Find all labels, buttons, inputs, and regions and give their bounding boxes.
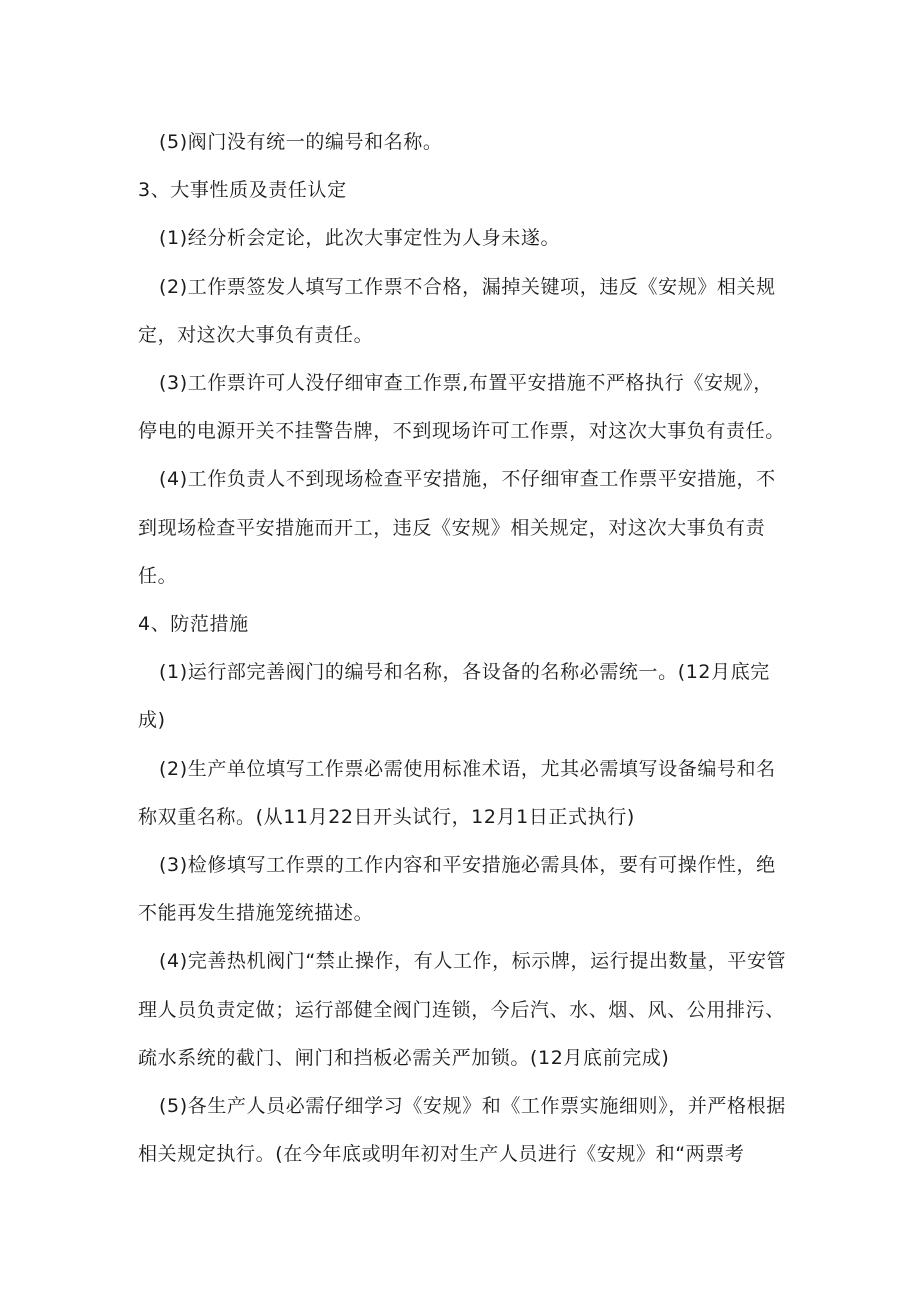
paragraph-measure-5: (5)各生产人员必需仔细学习《安规》和《工作票实施细则》，并严格根据相关规定执行。(在今年底或明年初对生产人员进行《安规》和“两票考 (138, 1095, 786, 1166)
paragraph-measure-3: (3)检修填写工作票的工作内容和平安措施必需具体，要有可操作性，绝不能再发生措施笼统描述。 (138, 854, 776, 925)
paragraph-valve-numbering: (5)阀门没有统一的编号和名称。 (159, 131, 443, 153)
paragraph-permitter-responsibility: (3)工作票许可人没仔细审查工作票,布置平安措施不严格执行《安规》，停电的电源开关不挂警告牌，不到现场许可工作票，对这次大事负有责任。 (138, 372, 785, 443)
document-body (138, 118, 788, 1178)
paragraph-measure-4: (4)完善热机阀门“禁止操作，有人工作，标示牌，运行提出数量，平安管理人员负责定做；运行部健全阀门连锁，今后汽、水、烟、风、公用排污、疏水系统的截门、闸门和挡板必需关严加锁。(12月底前完成) (138, 950, 787, 1069)
paragraph-leader-responsibility: (4)工作负责人不到现场检查平安措施，不仔细审查工作票平安措施，不到现场检查平安措施而开工，违反《安规》相关规定，对这次大事负有责任。 (138, 468, 776, 587)
paragraph-conclusion: (1)经分析会定论，此次大事定性为人身未遂。 (159, 227, 561, 250)
paragraph-measure-2: (2)生产单位填写工作票必需使用标准术语，尤其必需填写设备编号和名称双重名称。(从11月22日开头试行，12月1日正式执行) (138, 757, 776, 828)
paragraph-issuer-responsibility: (2)工作票签发人填写工作票不合格，漏掉关键项，违反《安规》相关规定，对这次大事负有责任。 (138, 275, 776, 346)
section-heading-responsibility: 3、大事性质及责任认定 (138, 179, 347, 202)
paragraph-measure-1: (1)运行部完善阀门的编号和名称，各设备的名称必需统一。(12月底完成) (138, 661, 770, 732)
section-heading-prevention: 4、防范措施 (138, 613, 249, 636)
